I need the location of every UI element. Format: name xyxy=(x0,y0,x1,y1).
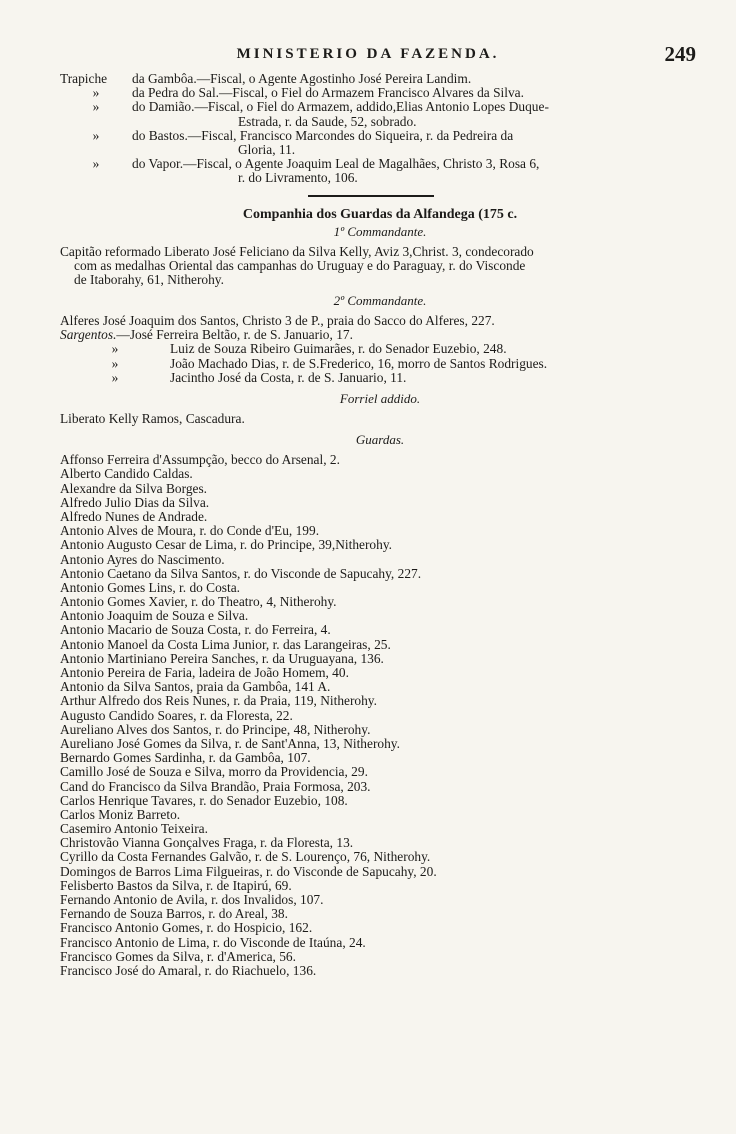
guarda-entry: Francisco José do Amaral, r. do Riachuelo, 136. xyxy=(60,962,317,978)
guarda-entry: Felisberto Bastos da Silva, r. de Itapirú, 69. xyxy=(60,877,292,893)
guarda-entry: Antonio Gomes Xavier, r. do Theatro, 4, Nitherohy. xyxy=(60,594,337,610)
guarda-entry: Francisco Antonio de Lima, r. do Visconde de Itaúna, 24. xyxy=(60,934,366,950)
page-title: MINISTERIO DA FAZENDA. xyxy=(236,46,500,62)
trapiche-entry xyxy=(60,86,700,100)
entry-continuation: r. do Livramento, 106. xyxy=(238,170,358,186)
guarda-entry: Antonio Macario de Souza Costa, r. do Ferreira, 4. xyxy=(60,622,331,638)
sargento-entry: —José Ferreira Beltão, r. de S. Januario, 17. xyxy=(116,327,353,343)
guarda-entry: Cand do Francisco da Silva Brandão, Praia Formosa, 203. xyxy=(60,778,371,794)
guarda-entry: Antonio da Silva Santos, praia da Gambôa, 141 A. xyxy=(60,679,331,695)
guarda-entry: Antonio Ayres do Nascimento. xyxy=(60,551,225,567)
sargento-entry: Jacintho José da Costa, r. de S. Januario, 11. xyxy=(170,369,407,385)
ditto-mark: » xyxy=(92,156,100,172)
guarda-entry: Arthur Alfredo dos Reis Nunes, r. da Praia, 119, Nitherohy. xyxy=(60,693,377,709)
subhead-forriel: Forriel addido. xyxy=(339,391,421,406)
page-body xyxy=(60,72,700,978)
commander-line: de Itaborahy, 61, Nitherohy. xyxy=(74,271,224,287)
ditto-mark: » xyxy=(111,355,119,371)
sargento-entry: Luiz de Souza Ribeiro Guimarães, r. do Senador Euzebio, 248. xyxy=(170,341,507,357)
guarda-entry: Bernardo Gomes Sardinha, r. da Gambôa, 107. xyxy=(60,750,311,766)
guarda-entry: Domingos de Barros Lima Filgueiras, r. do Visconde de Sapucahy, 20. xyxy=(60,863,437,879)
guarda-entry: Alexandre da Silva Borges. xyxy=(60,480,208,496)
guarda-entry: Francisco Antonio Gomes, r. do Hospicio, 162. xyxy=(60,920,313,936)
guarda-entry: Alfredo Nunes de Andrade. xyxy=(60,508,208,524)
running-head xyxy=(0,44,736,68)
entry-text: do Bastos.—Fiscal, Francisco Marcondes do Siqueira, r. da Pedreira da xyxy=(132,127,514,143)
guarda-entry: Fernando de Souza Barros, r. do Areal, 38. xyxy=(60,906,288,922)
subhead-primeiro-commandante: 1º Commandante. xyxy=(333,223,427,239)
guarda-entry: Antonio Joaquim de Souza e Silva. xyxy=(60,608,249,624)
ditto-mark: » xyxy=(92,85,100,101)
sargentos-label: Sargentos. xyxy=(60,327,117,343)
entry-lead: Trapiche xyxy=(60,71,108,86)
entry-text: da Gambôa.—Fiscal, o Agente Agostinho José Pereira Landim. xyxy=(132,71,472,86)
entry-continuation: Gloria, 11. xyxy=(238,141,296,157)
ditto-mark: » xyxy=(111,341,119,357)
ditto-mark: » xyxy=(92,127,100,143)
guarda-entry: Carlos Henrique Tavares, r. do Senador Euzebio, 108. xyxy=(60,792,348,808)
guarda-entry: Antonio Manoel da Costa Lima Junior, r. das Larangeiras, 25. xyxy=(60,636,391,652)
guarda-entry: Cyrillo da Costa Fernandes Galvão, r. de S. Lourenço, 76, Nitherohy. xyxy=(60,849,431,865)
guarda-entry: Antonio Pereira de Faria, ladeira de João Homem, 40. xyxy=(60,665,349,680)
page-number: 249 xyxy=(664,42,696,66)
guarda-entry: Antonio Caetano da Silva Santos, r. do Visconde de Sapucahy, 227. xyxy=(60,565,422,581)
guarda-entry: Antonio Gomes Lins, r. do Costa. xyxy=(60,579,241,595)
guardas-list xyxy=(60,453,700,978)
guarda-entry: Fernando Antonio de Avila, r. dos Invalidos, 107. xyxy=(60,892,324,907)
trapiche-entry xyxy=(60,100,700,128)
guarda-entry: Casemiro Antonio Teixeira. xyxy=(60,821,208,837)
guarda-entry: Alfredo Julio Dias da Silva. xyxy=(60,494,210,510)
section-divider xyxy=(60,186,700,206)
second-commander: Alferes José Joaquim dos Santos, Christo 3 de P., praia do Sacco do Alferes, 227. xyxy=(60,313,495,329)
subhead-guardas: Guardas. xyxy=(355,432,405,448)
guarda-entry: Francisco Gomes da Silva, r. d'America, 56. xyxy=(60,948,296,964)
subhead-segundo-commandante: 2º Commandante. xyxy=(333,293,427,309)
ditto-mark: » xyxy=(111,369,119,385)
entry-text: do Vapor.—Fiscal, o Agente Joaquim Leal de Magalhães, Christo 3, Rosa 6, xyxy=(132,156,540,172)
guarda-entry: Carlos Moniz Barreto. xyxy=(60,806,181,822)
guarda-entry: Affonso Ferreira d'Assumpção, becco do Arsenal, 2. xyxy=(60,452,340,468)
trapiche-entry xyxy=(60,157,700,185)
guarda-entry: Antonio Augusto Cesar de Lima, r. do Principe, 39,Nitherohy. xyxy=(60,537,392,553)
trapiche-entry xyxy=(60,129,700,157)
forriel-entry: Liberato Kelly Ramos, Cascadura. xyxy=(60,411,245,426)
sargento-entry: João Machado Dias, r. de S.Frederico, 16, morro de Santos Rodrigues. xyxy=(170,355,548,371)
entry-continuation: Estrada, r. da Saude, 52, sobrado. xyxy=(238,113,417,129)
guarda-entry: Christovão Vianna Gonçalves Fraga, r. da Floresta, 13. xyxy=(60,835,354,851)
commander-line: Capitão reformado Liberato José Feliciano da Silva Kelly, Aviz 3,Christ. 3, condecorado xyxy=(60,243,534,259)
divider-rule xyxy=(308,195,434,197)
guarda-entry: Camillo José de Souza e Silva, morro da Providencia, 29. xyxy=(60,764,368,780)
commander-line: com as medalhas Oriental das campanhas do Uruguay e do Paraguay, r. do Visconde xyxy=(74,257,526,273)
trapiche-entry xyxy=(60,72,700,86)
guarda-entry: Antonio Alves de Moura, r. do Conde d'Eu, 199. xyxy=(60,523,320,539)
entry-text: do Damião.—Fiscal, o Fiel do Armazem, addido,Elias Antonio Lopes Duque- xyxy=(132,99,549,115)
section-title: Companhia dos Guardas da Alfandega (175 c. xyxy=(242,206,518,222)
guarda-entry: Aureliano José Gomes da Silva, r. de Sant'Anna, 13, Nitherohy. xyxy=(60,735,400,751)
guarda-entry: Alberto Candido Caldas. xyxy=(60,466,193,482)
guarda-entry: Aureliano Alves dos Santos, r. do Principe, 48, Nitherohy. xyxy=(60,721,371,737)
guarda-entry: Antonio Martiniano Pereira Sanches, r. da Uruguayana, 136. xyxy=(60,650,384,666)
entry-text: da Pedra do Sal.—Fiscal, o Fiel do Armazem Francisco Alvares da Silva. xyxy=(132,85,524,101)
guarda-entry: Augusto Candido Soares, r. da Floresta, 22. xyxy=(60,707,293,723)
ditto-mark: » xyxy=(92,99,100,115)
